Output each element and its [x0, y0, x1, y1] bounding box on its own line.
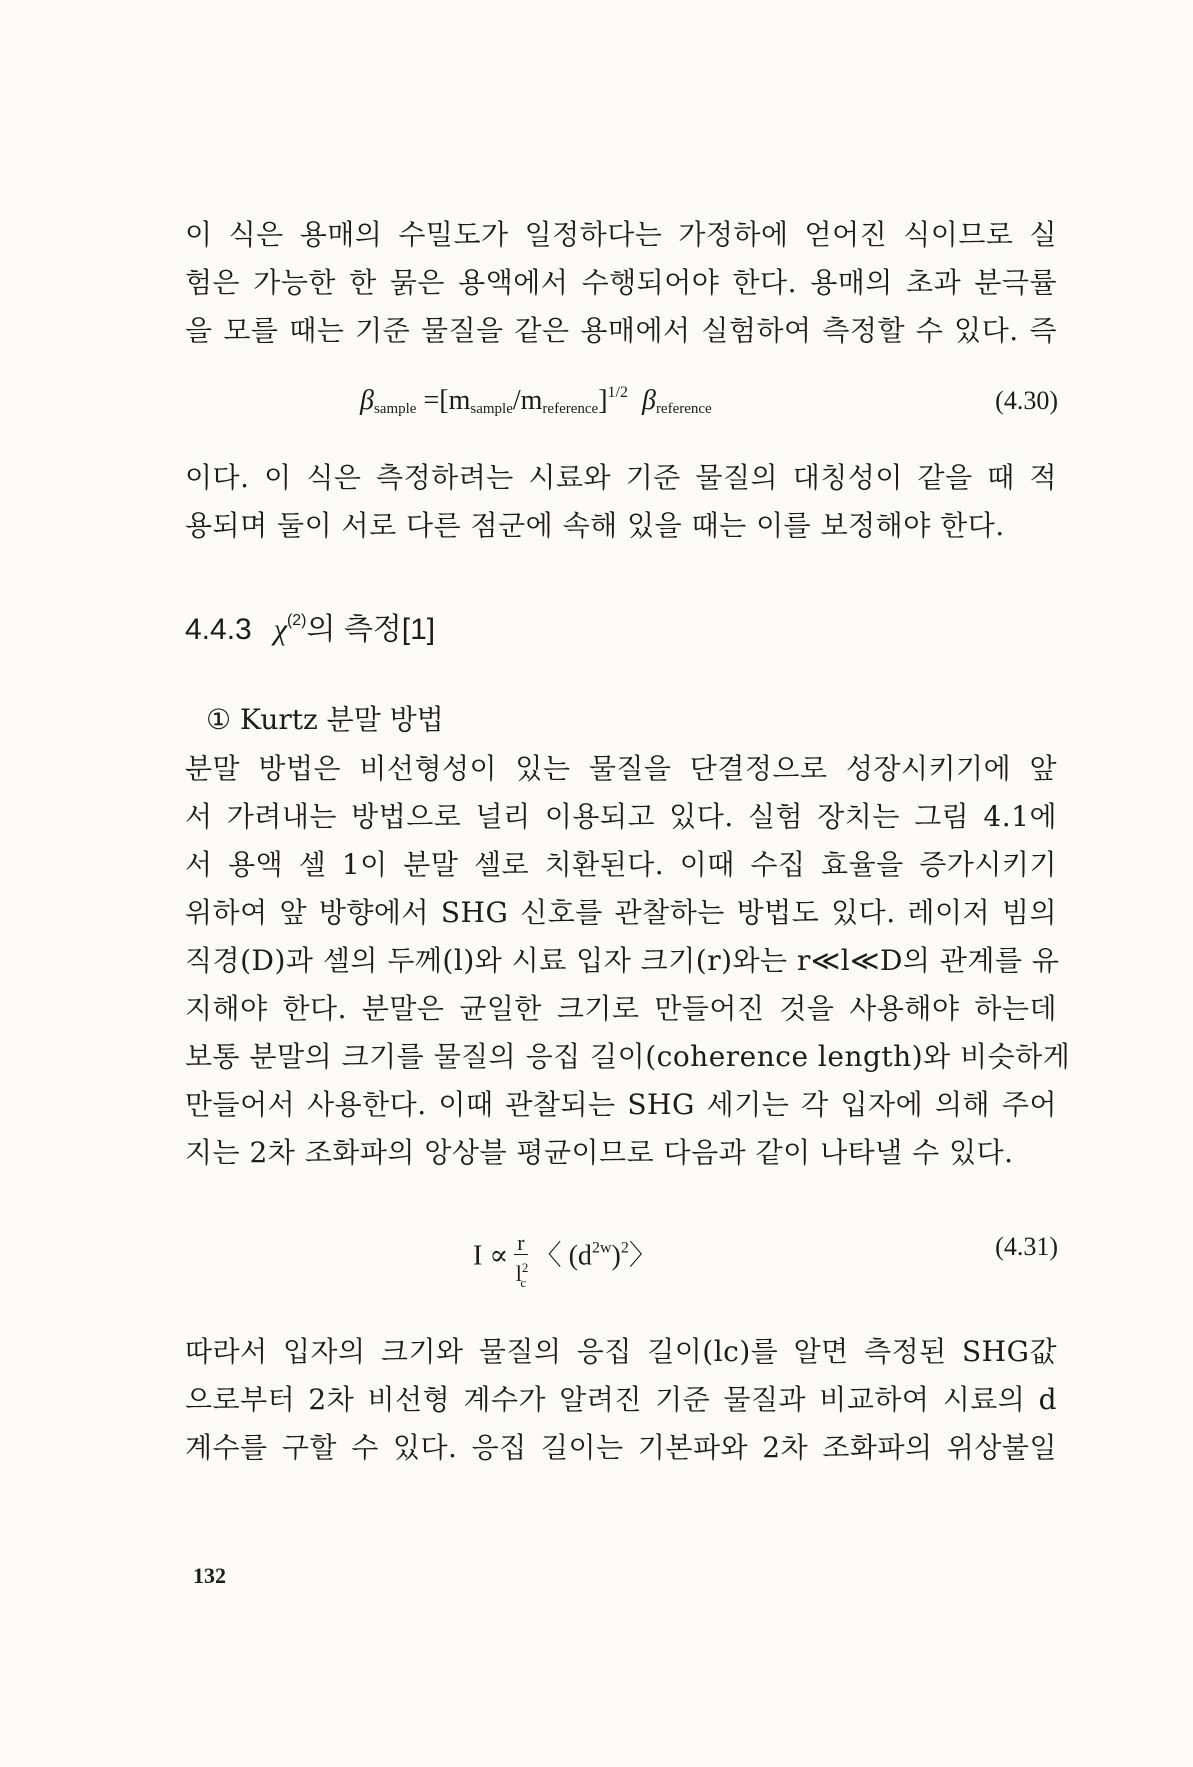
- fraction: [514, 1232, 527, 1296]
- equation-number: (4.31): [995, 1232, 1058, 1261]
- exponent: 1/2: [607, 384, 628, 401]
- paragraph-line: 이 식은 용매의 수밀도가 일정하다는 가정하에 얻어진 식이므로 실: [185, 218, 1057, 251]
- subsection-title: Kurtz 분말 방법: [240, 703, 444, 736]
- paragraph-line: 따라서 입자의 크기와 물질의 응집 길이(lc)를 알면 측정된 SHG값: [185, 1335, 1057, 1368]
- paragraph-line: 위하여 앞 방향에서 SHG 신호를 관찰하는 방법도 있다. 레이저 빔의: [185, 896, 1057, 929]
- paragraph-line: 을 모를 때는 기준 물질을 같은 용매에서 실험하여 측정할 수 있다. 즉: [185, 314, 1057, 347]
- page-number: 132: [193, 1563, 226, 1588]
- m-symbol: m: [520, 385, 543, 416]
- equals-sign: =: [423, 385, 440, 416]
- ensemble-open: 〈 (d: [533, 1240, 592, 1272]
- paragraph-line: 만들어서 사용한다. 이때 관찰되는 SHG 세기는 각 입자에 의해 주어: [185, 1088, 1057, 1121]
- fraction-numerator: r: [514, 1232, 527, 1255]
- m-subscript: reference: [542, 401, 599, 417]
- section-number: 4.4.3: [185, 613, 252, 646]
- paragraph-1: [185, 211, 1057, 355]
- denominator-superscript: 2: [521, 1260, 529, 1275]
- beta-subscript: reference: [655, 401, 712, 417]
- m-symbol: m: [448, 385, 471, 416]
- subsection-heading: [206, 698, 444, 738]
- denominator-base: l: [515, 1261, 522, 1286]
- beta-symbol: β: [360, 385, 374, 416]
- d-superscript: 2w: [591, 1239, 612, 1257]
- paragraph-3: [185, 745, 1071, 1177]
- beta-subscript: sample: [373, 401, 417, 417]
- paragraph-line: 험은 가능한 한 묽은 용액에서 수행되어야 한다. 용매의 초과 분극률: [185, 266, 1057, 299]
- ensemble-close: 〉: [628, 1240, 657, 1272]
- paragraph-line: 용되며 둘이 서로 다른 점군에 속해 있을 때는 이를 보정해야 한다.: [185, 509, 1005, 542]
- equation-4-31: [473, 1226, 657, 1290]
- paren-close: ): [611, 1240, 621, 1272]
- subsection-marker: ①: [206, 703, 232, 736]
- section-heading: [185, 604, 435, 648]
- paragraph-line: 지해야 한다. 분말은 균일한 크기로 만들어진 것을 사용해야 하는데: [185, 992, 1057, 1025]
- paragraph-line: 으로부터 2차 비선형 계수가 알려진 기준 물질과 비교하여 시료의 d: [185, 1383, 1057, 1416]
- beta-symbol: β: [641, 385, 656, 416]
- section-title: 의 측정[1]: [306, 613, 436, 646]
- equation-number: (4.30): [995, 386, 1058, 415]
- paragraph-line: 계수를 구할 수 있다. 응집 길이는 기본파와 2차 조화파의 위상불일: [185, 1431, 1057, 1464]
- paragraph-line: 분말 방법은 비선형성이 있는 물질을 단결정으로 성장시키기에 앞: [185, 752, 1057, 785]
- chi-symbol: χ: [273, 613, 287, 646]
- m-subscript: sample: [470, 401, 513, 417]
- intensity-proportional: I ∝: [473, 1240, 509, 1272]
- paragraph-4: [185, 1328, 1057, 1472]
- slash: /: [512, 385, 521, 416]
- paragraph-2: [185, 454, 1057, 550]
- denominator-subscript: c: [520, 1275, 527, 1290]
- paragraph-line: 보통 분말의 크기를 물질의 응집 길이(coherence length)와 비슷하게: [185, 1040, 1071, 1073]
- paragraph-line: 지는 2차 조화파의 앙상블 평균이므로 다음과 같이 나타낼 수 있다.: [185, 1136, 1014, 1169]
- chi-superscript: (2): [286, 612, 307, 629]
- paragraph-line: 서 용액 셀 1이 분말 셀로 치환된다. 이때 수집 효율을 증가시키기: [185, 848, 1057, 881]
- paragraph-line: 직경(D)과 셀의 두께(l)와 시료 입자 크기(r)와는 r≪l≪D의 관계를 유: [185, 944, 1060, 977]
- equation-4-30: [360, 384, 712, 418]
- bracket-close: ]: [598, 385, 608, 416]
- paragraph-line: 서 가려내는 방법으로 널리 이용되고 있다. 실험 장치는 그림 4.1에: [185, 800, 1057, 833]
- fraction-denominator: [514, 1255, 527, 1296]
- bracket-open: [: [439, 385, 449, 416]
- square-superscript: 2: [620, 1239, 629, 1257]
- paragraph-line: 이다. 이 식은 측정하려는 시료와 기준 물질의 대칭성이 같을 때 적: [185, 461, 1057, 494]
